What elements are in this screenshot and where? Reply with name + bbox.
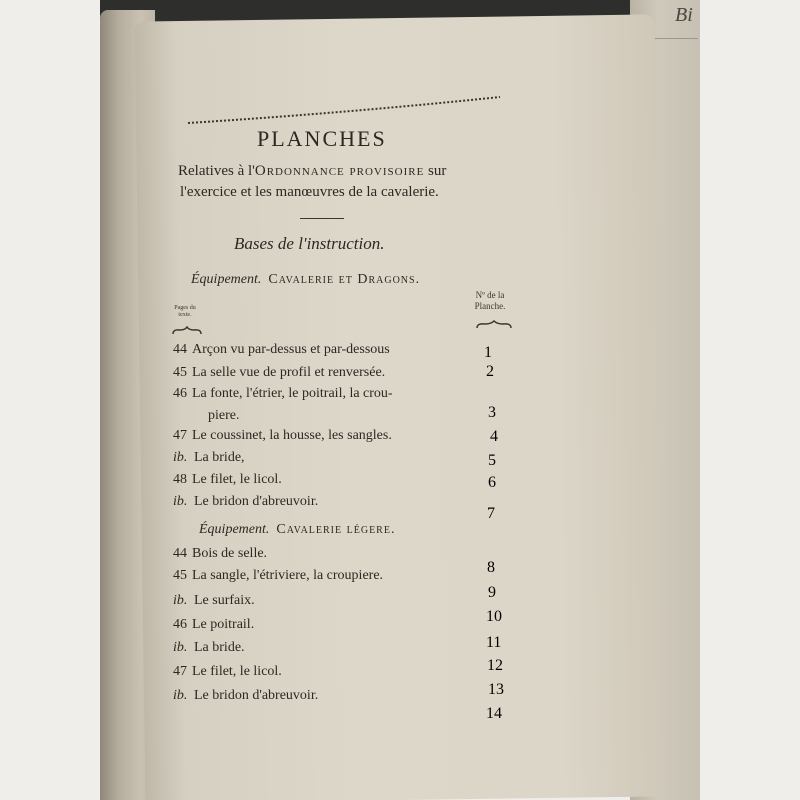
plate-description: Arçon vu par-dessus et par-dessous — [192, 342, 390, 357]
group-heading-italic: Équipement. — [199, 522, 270, 537]
plate-number: 4 — [490, 428, 498, 445]
plate-number: 11 — [486, 634, 502, 651]
plate-description: Le filet, le licol. — [192, 472, 282, 487]
group-heading-smallcaps: Cavalerie légere. — [276, 522, 396, 537]
group-heading-2 — [199, 522, 395, 538]
plate-description: Le bridon d'abreuvoir. — [194, 688, 319, 703]
page-reference: 45 — [173, 568, 187, 583]
list-item — [0, 593, 800, 613]
plate-description: La sangle, l'étriviere, la croupiere. — [192, 568, 384, 583]
list-item — [0, 472, 800, 492]
page-reference: ib. — [173, 688, 188, 703]
plate-description: La selle vue de profil et renversée. — [192, 365, 386, 380]
plate-number: 8 — [487, 559, 495, 576]
list-item — [0, 342, 800, 362]
plate-number: 9 — [488, 584, 496, 601]
list-item — [0, 494, 800, 514]
list-item — [0, 428, 800, 448]
plate-description: Bois de selle. — [192, 546, 268, 561]
plate-description: La bride. — [194, 640, 245, 655]
plate-number: 10 — [486, 608, 502, 625]
plate-number: 14 — [486, 705, 502, 722]
section-title: Bases de l'instruction. — [234, 234, 385, 253]
list-item — [0, 688, 800, 708]
subtitle-smallcaps: Ordonnance provisoire — [254, 163, 425, 179]
page-reference: 48 — [173, 472, 187, 487]
page-reference: 46 — [173, 386, 187, 401]
list-item — [0, 546, 800, 566]
column-header-plate-number: Nº de la Planche. — [474, 290, 506, 311]
list-item — [0, 568, 800, 588]
right-brace — [476, 320, 512, 330]
plate-number: 5 — [488, 452, 496, 469]
list-item — [0, 386, 800, 423]
plate-description: La bride, — [194, 450, 245, 465]
page-reference: 44 — [173, 546, 187, 561]
plate-number: 7 — [487, 505, 495, 522]
subtitle-line-1 — [178, 163, 446, 180]
page-reference: 46 — [173, 617, 187, 632]
page-reference: 47 — [173, 428, 187, 443]
page-reference: ib. — [173, 494, 188, 509]
plate-description: piere. — [208, 408, 240, 423]
page-reference: ib. — [173, 593, 188, 608]
list-item — [0, 365, 800, 385]
page-reference: ib. — [173, 640, 188, 655]
left-brace — [172, 326, 202, 336]
adjacent-page-rule — [648, 38, 698, 39]
page-reference: 45 — [173, 365, 187, 380]
plate-description: Le surfaix. — [194, 593, 255, 608]
page-reference: ib. — [173, 450, 188, 465]
plate-number: 6 — [488, 474, 496, 491]
ornamental-rule — [186, 95, 502, 125]
subtitle-line-2: l'exercice et les manœuvres de la cavalerie. — [180, 184, 439, 200]
plate-number: 1 — [484, 344, 492, 361]
plate-description: Le coussinet, la housse, les sangles. — [192, 428, 392, 443]
group-heading-1 — [191, 272, 420, 288]
list-item — [0, 640, 800, 660]
plate-number: 13 — [488, 681, 504, 698]
adjacent-page-heading: Bi — [675, 4, 693, 26]
list-item — [0, 450, 800, 470]
plate-number: 2 — [486, 363, 494, 380]
page-reference: 47 — [173, 664, 187, 679]
subtitle-text-end: sur — [424, 163, 447, 179]
plate-description: La fonte, l'étrier, le poitrail, la crou- — [192, 386, 393, 401]
list-item — [0, 664, 800, 684]
plate-description: Le filet, le licol. — [192, 664, 282, 679]
plate-description: Le poitrail. — [192, 617, 255, 632]
plate-number: 3 — [488, 404, 496, 421]
subtitle-text: Relatives à l' — [178, 163, 255, 179]
page-title: PLANCHES — [257, 126, 387, 151]
group-heading-smallcaps: Cavalerie et Dragons. — [268, 272, 421, 287]
list-item — [0, 617, 800, 637]
page-reference: 44 — [173, 342, 187, 357]
short-rule — [300, 218, 344, 219]
plate-description: Le bridon d'abreuvoir. — [194, 494, 319, 509]
column-header-pages: Pages du texte. — [174, 305, 196, 318]
group-heading-italic: Équipement. — [191, 272, 262, 287]
plate-number: 12 — [487, 657, 503, 674]
